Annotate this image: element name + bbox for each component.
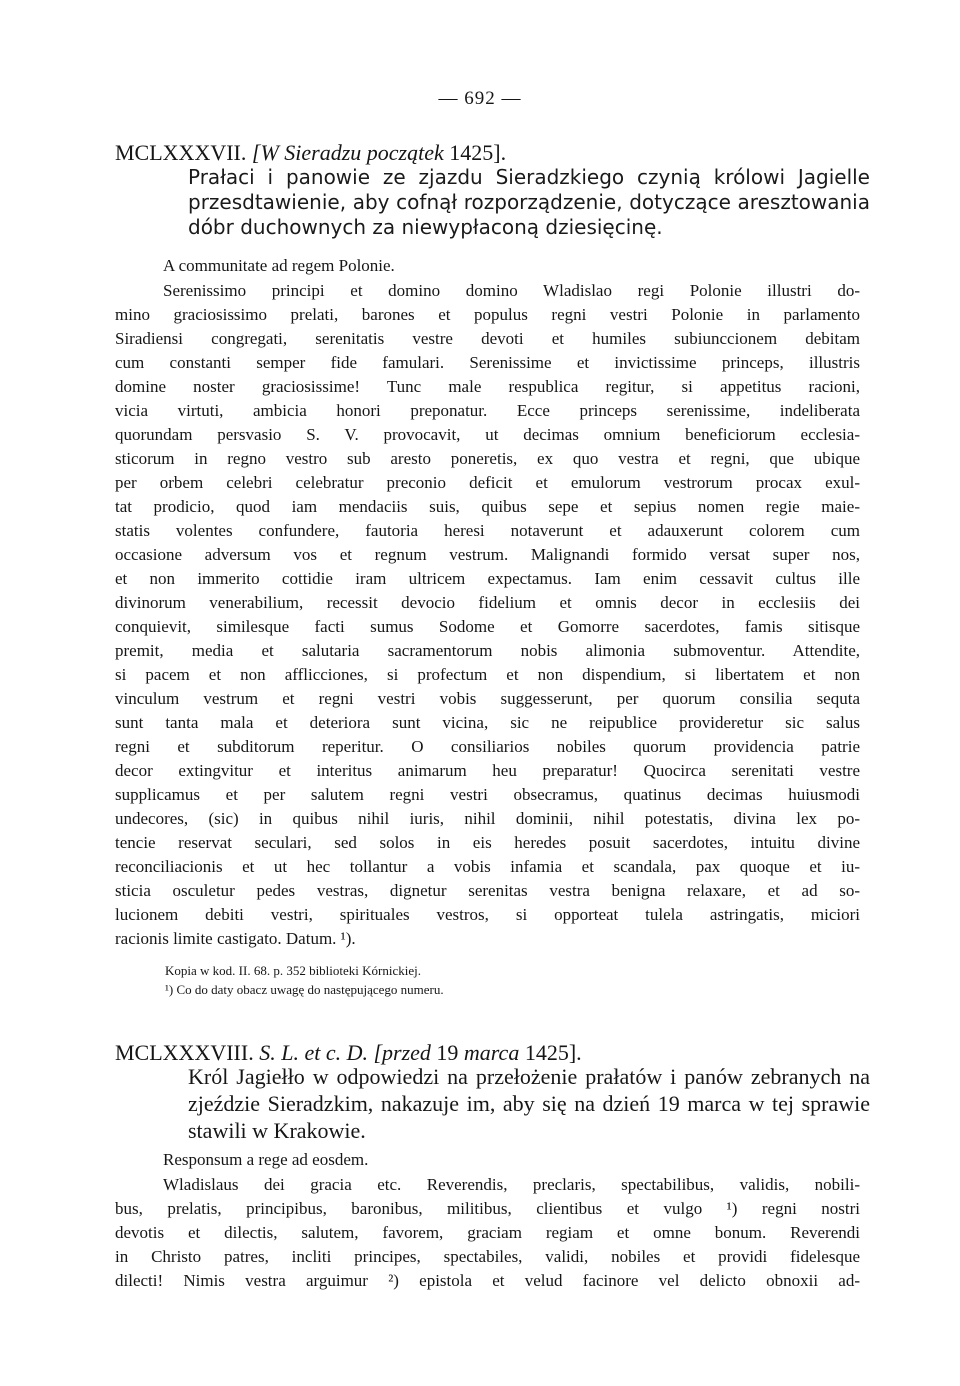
body-line: Serenissimo principi et domino domino Wladislao regi Polonie illustri do-: [163, 281, 860, 300]
body-line: tat prodicio, quod iam mendaciis suis, quibus sepe et sepius nomen regie maie-: [115, 497, 860, 516]
doc2-date-italic: [przed: [373, 1040, 431, 1065]
doc1-heading: [115, 140, 875, 166]
body-line: lucionem debiti vestri, spirituales vestros, si opporteat tulela astringatis, miciori: [115, 905, 860, 924]
doc2-number: MCLXXXVIII.: [115, 1040, 254, 1065]
doc1-summary: Prałaci i panowie ze zjazdu Sieradzkiego czynią królowi Jagielle przesdtawienie, aby cofnął rozporządzenie, dotyczące aresztowania dóbr duchownych za niewypłaconą dziesięcinę.: [188, 165, 870, 239]
body-line: si pacem et non afflicciones, si profectum et non dispendium, si libertatem et non: [115, 665, 860, 684]
body-line: occasione adversum vos et regnum vestrum. Malignandi formido versat super nos,: [115, 545, 860, 564]
body-line: Siradiensi congregati, serenitatis vestre devoti et humiles subiunccionem debitam: [115, 329, 860, 348]
body-line: sticia osculetur pedes vestras, dignetur serenitas vestra benigna relaxare, et ad so-: [115, 881, 860, 900]
body-line: per orbem celebri celebratur preconio deficit et emulorum vestrorum procax exul-: [115, 473, 860, 492]
body-line: racionis limite castigato. Datum. ¹).: [115, 929, 356, 948]
body-line: divinorum venerabilium, recessit devocio fidelium et omnis decor in ecclesiis dei: [115, 593, 860, 612]
body-line: sticorum in regno vestro sub aresto poneretis, ex quo vestra et regni, que ubique: [115, 449, 860, 468]
body-line: undecores, (sic) in quibus nihil iuris, nihil dominii, nihil potestatis, divina lex po-: [115, 809, 860, 828]
doc1-date: 1425].: [449, 140, 507, 165]
body-line: decor extingvitur et interitus animarum heu preparatur! Quocirca serenitati vestre: [115, 761, 860, 780]
body-line: supplicamus et per salutem regni vestri obsecramus, quatinus decimas huiusmodi: [115, 785, 860, 804]
body-line: tencie reservat seculari, sed solos in eis heredes posuit sacerdotes, intuitu divine: [115, 833, 860, 852]
body-line: Wladislaus dei gracia etc. Reverendis, preclaris, spectabilibus, validis, nobili-: [163, 1175, 860, 1194]
body-line: vicia virtuti, ambicia honori preponatur. Ecce princeps serenissime, indeliberata: [115, 401, 860, 420]
body-line: statis volentes confundere, fautoria heresi notaverunt et adauxerunt colorem cum: [115, 521, 860, 540]
doc1-date-italic: [W Sieradzu początek: [251, 140, 444, 165]
body-line: cum constanti semper fide famulari. Serenissime et invictissime princeps, illustris: [115, 353, 860, 372]
body-line: regni et subditorum reperitur. O consiliarios nobiles quorum providencia patrie: [115, 737, 860, 756]
body-line: vinculum vestrum et regni vestri vobis suggesserunt, per quorum consilia sequta: [115, 689, 860, 708]
body-line: dilecti! Nimis vestra arguimur ²) epistola et velud facinore vel delicto obnoxii ad-: [115, 1271, 860, 1290]
doc2-address: Responsum a rege ad eosdem.: [163, 1150, 369, 1169]
body-line: bus, prelatis, principibus, baronibus, militibus, clientibus et vulgo ¹) regni nostri: [115, 1199, 860, 1218]
body-line: reconciliacionis et ut hec tollantur a vobis infamia et scandala, pax quoque et iu-: [115, 857, 860, 876]
doc2-date-year: 1425].: [524, 1040, 582, 1065]
body-line: premit, media et salutaria sacramentorum nobis alimonia submoventur. Attendite,: [115, 641, 860, 660]
body-line: in Christo patres, incliti principes, spectabiles, validi, nobiles et providi fidelesque: [115, 1247, 860, 1266]
body-line: et non immerito cottidie iram ultricem expectamus. Iam enim cessavit cultus ille: [115, 569, 860, 588]
doc2-date-day: 19: [436, 1040, 459, 1065]
body-line: quorundam persvasio S. V. provocavit, ut decimas omnium beneficiorum ecclesia-: [115, 425, 860, 444]
footnote: ¹) Co do daty obacz uwagę do następującego numeru.: [165, 982, 444, 997]
source-note: Kopia w kod. II. 68. p. 352 biblioteki Kórnickiej.: [165, 963, 421, 978]
body-line: mino graciosissimo prelati, barones et populus regni vestri Polonie in parlamento: [115, 305, 860, 324]
doc2-place: S. L. et c. D.: [259, 1040, 368, 1065]
doc1-number: MCLXXXVII.: [115, 140, 247, 165]
doc2-summary: Król Jagiełło w odpowiedzi na przełożenie prałatów i panów zebranych na zjeździe Sieradzkim, nakazuje im, aby się na dzień 19 marca w tej sprawie stawili w Krakowie.: [188, 1064, 870, 1143]
body-line: conquievit, similesque facti sumus Sodome et Gomorre sacerdotes, famis sitisque: [115, 617, 860, 636]
doc1-address: A communitate ad regem Polonie.: [163, 256, 395, 275]
body-line: domine noster graciosissime! Tunc male respublica regitur, si appetitus racioni,: [115, 377, 860, 396]
body-line: sunt tanta mala et deteriora sunt vicina, sic ne reipublice provideretur sic salus: [115, 713, 860, 732]
body-line: devotis et dilectis, salutem, favorem, graciam regiam et omne bonum. Reverendi: [115, 1223, 860, 1242]
doc2-date-month: marca: [463, 1040, 520, 1065]
page-number: — 692 —: [438, 88, 522, 109]
